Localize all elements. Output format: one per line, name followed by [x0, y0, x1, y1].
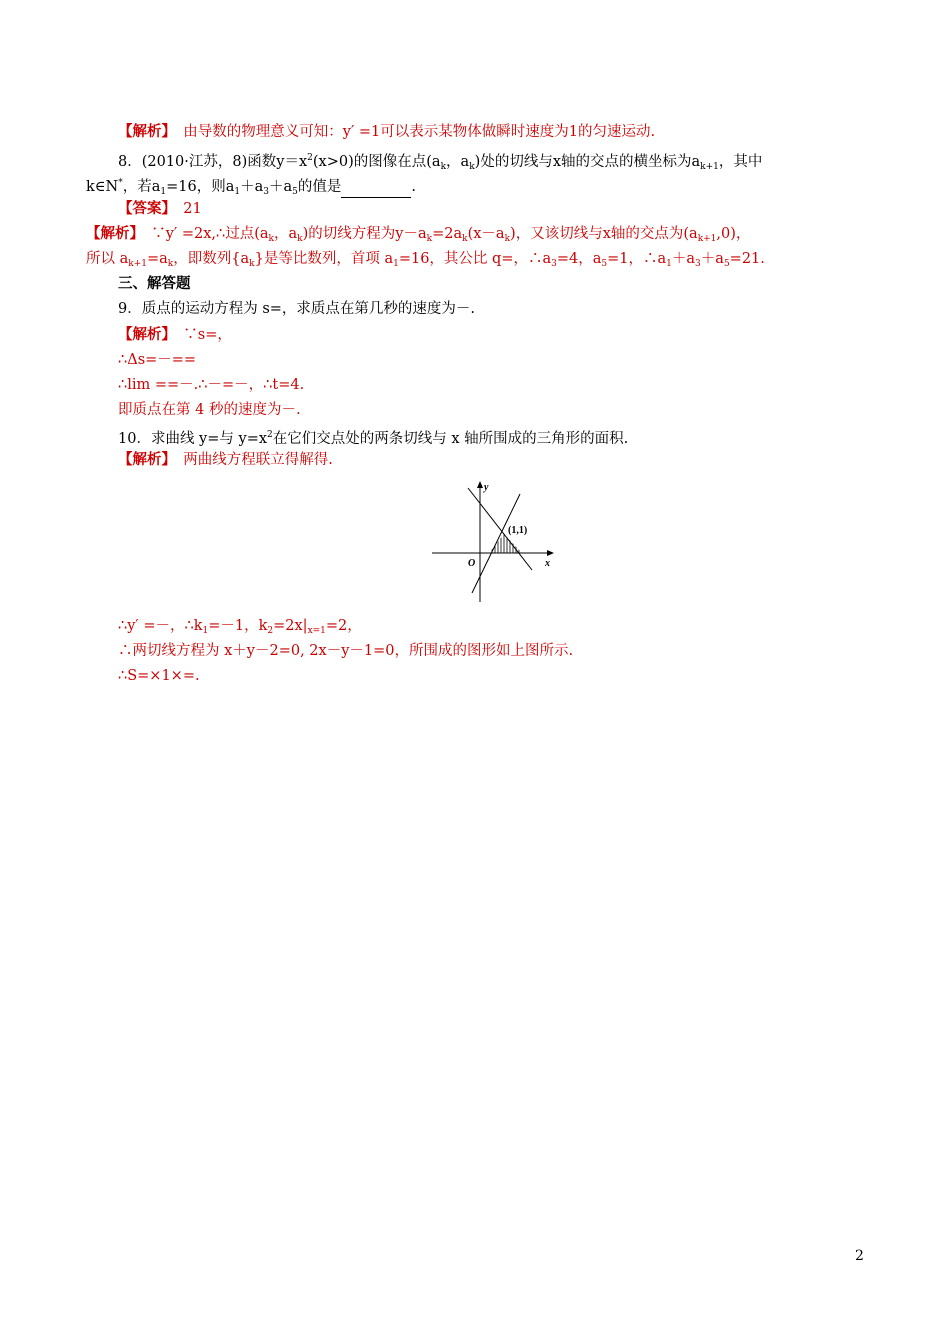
s8-text: =21. — [729, 251, 765, 267]
question-10 — [118, 425, 628, 449]
s8-sub: k — [297, 234, 303, 244]
s8-text: =16，其公比 q=，∴a — [398, 251, 552, 267]
s8-sub: 5 — [723, 259, 730, 269]
q8-text: . — [411, 179, 416, 195]
s8-text: (x－a — [467, 226, 505, 242]
q8-sub: k+1 — [700, 162, 719, 172]
q8-sup: 2 — [307, 153, 313, 163]
q10-text: 10．求曲线 y=与 y=x — [118, 431, 268, 447]
s8-text: )，又该切线与x轴的交点为(a — [510, 226, 698, 242]
analysis-tag: 【解析】 — [118, 123, 169, 140]
s8-text: ，即数列{a — [173, 251, 250, 267]
s8-text: ＋a — [700, 251, 724, 267]
answer-value: 21 — [168, 201, 202, 217]
q8-text: =16，则a — [166, 179, 235, 195]
question-8-line-2 — [86, 173, 416, 202]
s8-text: =a — [147, 251, 168, 267]
s10-sub: 1 — [202, 626, 209, 636]
analysis-text: 由导数的物理意义可知：y′ =1可以表示某物体做瞬时速度为1的匀速运动. — [168, 124, 656, 140]
s10-text: ∴y′ =－，∴k — [118, 618, 203, 634]
q8-sup: * — [118, 178, 123, 188]
s10-text: =－1，k — [208, 618, 268, 634]
y-axis-arrow-icon — [477, 481, 483, 488]
analysis-tag: 【解析】 — [86, 225, 137, 242]
q8-text: ，若a — [122, 179, 161, 195]
analysis-10-line-3: ∴两切线方程为 x＋y－2=0, 2x－y－1=0，所围成的图形如上图所示. — [118, 643, 574, 659]
question-9: 9．质点的运动方程为 s=，求质点在第几秒的速度为－. — [118, 301, 476, 317]
q8-text: ＋a — [268, 179, 293, 195]
q8-sub: k — [440, 162, 447, 172]
s8-text: ,0)， — [716, 226, 751, 242]
q8-text: ，其中 — [718, 154, 763, 170]
q8-text: ，a — [446, 154, 470, 170]
s8-sub: 1 — [666, 259, 672, 269]
section-heading: 三、解答题 — [118, 275, 191, 292]
s8-sub: k — [504, 234, 511, 244]
s10-text: =2x| — [273, 618, 308, 634]
q8-text: y＝x — [276, 154, 308, 170]
s8-text: )的切线方程为y－a — [302, 226, 427, 242]
s8-text: ∵y′ =2x,∴过点(a — [136, 226, 269, 242]
y-axis-label: y — [484, 482, 489, 493]
s10-sub: x=1 — [307, 626, 326, 636]
tangent-lines-figure — [432, 478, 562, 610]
s8-sub: 3 — [551, 259, 557, 269]
x-axis-arrow-icon — [547, 550, 554, 556]
x-axis-label: x — [545, 558, 550, 569]
s8-sub: 1 — [393, 259, 399, 269]
s8-sub: k — [268, 234, 274, 244]
analysis-8-line-2 — [86, 249, 765, 274]
page-number: 2 — [855, 1248, 864, 1264]
analysis-tag: 【解析】 — [118, 326, 169, 343]
q8-text: 的值是 — [297, 179, 342, 195]
q8-sub: k — [469, 162, 475, 172]
s9-text: ∵s=， — [168, 327, 232, 343]
figure-svg — [432, 478, 562, 606]
q8-sub: 3 — [263, 187, 269, 197]
q8-text: k∈N — [86, 179, 119, 195]
analysis-10-line-1 — [118, 450, 333, 470]
q8-text: (x>0)的图像在点(a — [312, 154, 441, 170]
analysis-8-line-1 — [86, 224, 750, 249]
answer-tag: 【答案】 — [118, 200, 169, 217]
s8-sub: k+1 — [697, 234, 717, 244]
s8-sub: k — [249, 259, 255, 269]
s8-text: ＋a — [671, 251, 696, 267]
s8-text: =1，∴a — [607, 251, 667, 267]
s10-sub: 2 — [267, 626, 274, 636]
q8-sub: 5 — [292, 187, 298, 197]
s8-text: ，a — [274, 226, 298, 242]
point-label: (1,1) — [508, 525, 528, 536]
analysis-10-line-2 — [118, 616, 362, 641]
s8-sub: k+1 — [128, 259, 147, 269]
q10-sup: 2 — [267, 430, 273, 440]
s8-text: =4，a — [556, 251, 602, 267]
analysis-line-7 — [118, 122, 655, 142]
s8-sub: k — [462, 234, 468, 244]
q8-text: ＋a — [240, 179, 264, 195]
q8-sub: 1 — [160, 187, 167, 197]
s8-sub: k — [426, 234, 433, 244]
answer-8 — [118, 199, 202, 219]
q8-sub: 1 — [234, 187, 241, 197]
s10-text: 两曲线方程联立得解得. — [168, 452, 333, 468]
q8-text: 8．(2010·江苏，8)函数 — [118, 154, 277, 170]
s8-sub: k — [167, 259, 174, 269]
analysis-tag: 【解析】 — [118, 451, 169, 468]
answer-blank — [341, 177, 411, 198]
s8-text: =2a — [432, 226, 463, 242]
analysis-9-line-3: ∴lim ==－.∴－=－，∴t=4. — [118, 377, 305, 393]
analysis-9-line-4: 即质点在第 4 秒的速度为－. — [118, 402, 301, 418]
q10-text: 在它们交点处的两条切线与 x 轴所围成的三角形的面积. — [272, 431, 629, 447]
analysis-9-line-1 — [118, 325, 232, 345]
origin-label: O — [468, 558, 476, 569]
s8-sub: 3 — [695, 259, 701, 269]
s10-text: =2， — [325, 618, 362, 634]
analysis-10-line-4: ∴S=×1×=. — [118, 668, 200, 684]
s8-text: }是等比数列，首项 a — [254, 251, 394, 267]
q8-text: )处的切线与x轴的交点的横坐标为a — [474, 154, 701, 170]
s8-sub: 5 — [601, 259, 608, 269]
analysis-9-line-2: ∴Δs=－== — [118, 352, 197, 368]
s8-text: 所以 a — [86, 251, 129, 267]
